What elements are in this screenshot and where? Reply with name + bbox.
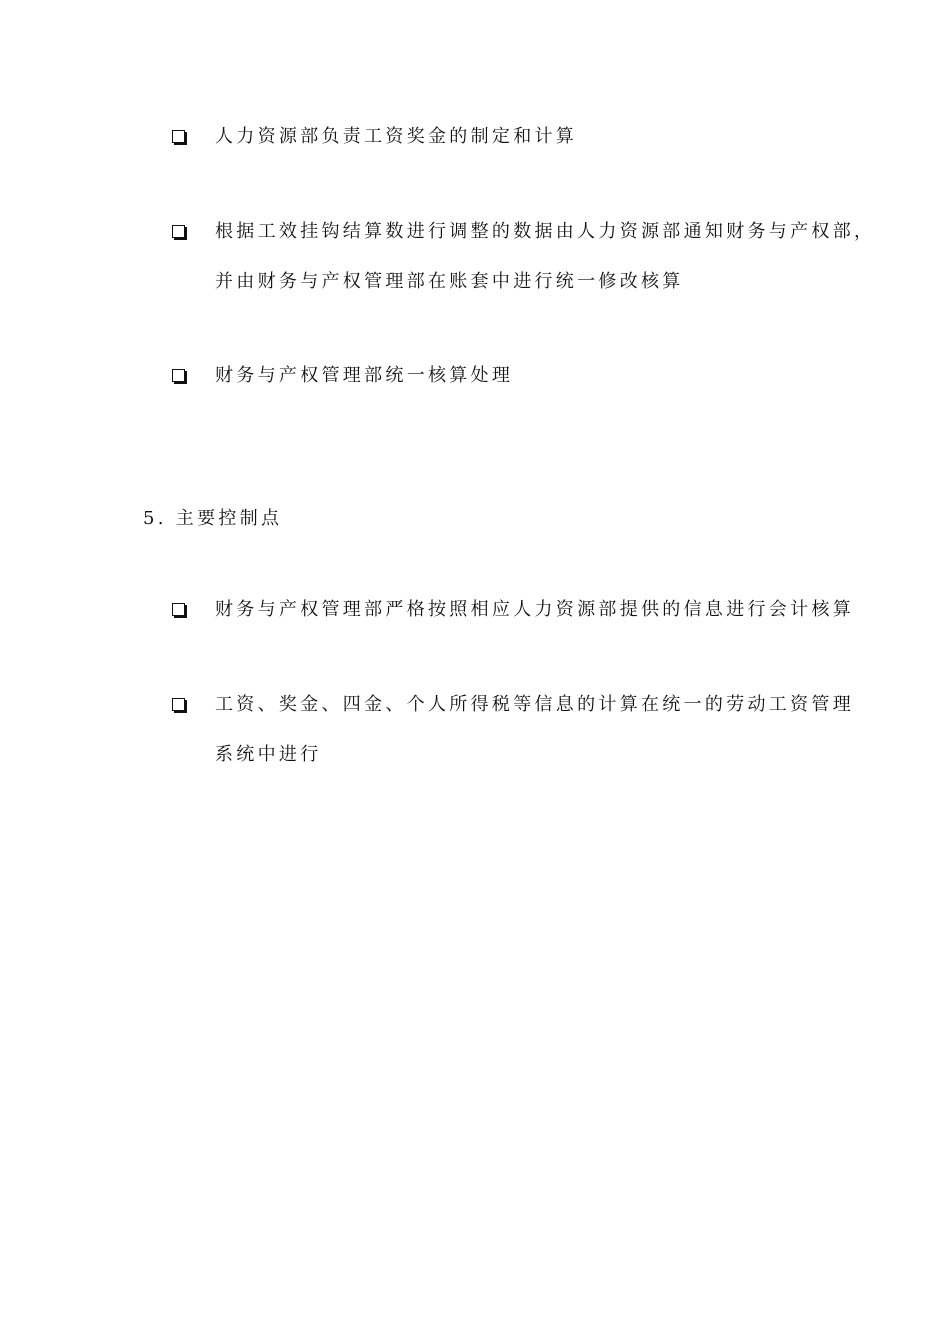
checkbox-bullet-icon: [172, 603, 185, 616]
checkbox-bullet-icon: [172, 698, 185, 711]
checkbox-bullet-icon: [172, 130, 185, 143]
bullet-text-line: 并由财务与产权管理部在账套中进行统一修改核算: [215, 271, 684, 292]
bullet-text-line: 财务与产权管理部严格按照相应人力资源部提供的信息进行会计核算: [215, 599, 854, 620]
checkbox-bullet-icon: [172, 225, 185, 238]
bullet-text-line: 工资、奖金、四金、个人所得税等信息的计算在统一的劳动工资管理: [215, 694, 854, 715]
section-heading: 5. 主要控制点: [143, 508, 283, 529]
bullet-text-line: 人力资源部负责工资奖金的制定和计算: [215, 126, 578, 147]
bullet-text-line: 根据工效挂钩结算数进行调整的数据由人力资源部通知财务与产权部，: [215, 221, 876, 242]
bullet-text-line: 财务与产权管理部统一核算处理: [215, 365, 514, 386]
checkbox-bullet-icon: [172, 369, 185, 382]
bullet-text-line: 系统中进行: [215, 744, 322, 765]
